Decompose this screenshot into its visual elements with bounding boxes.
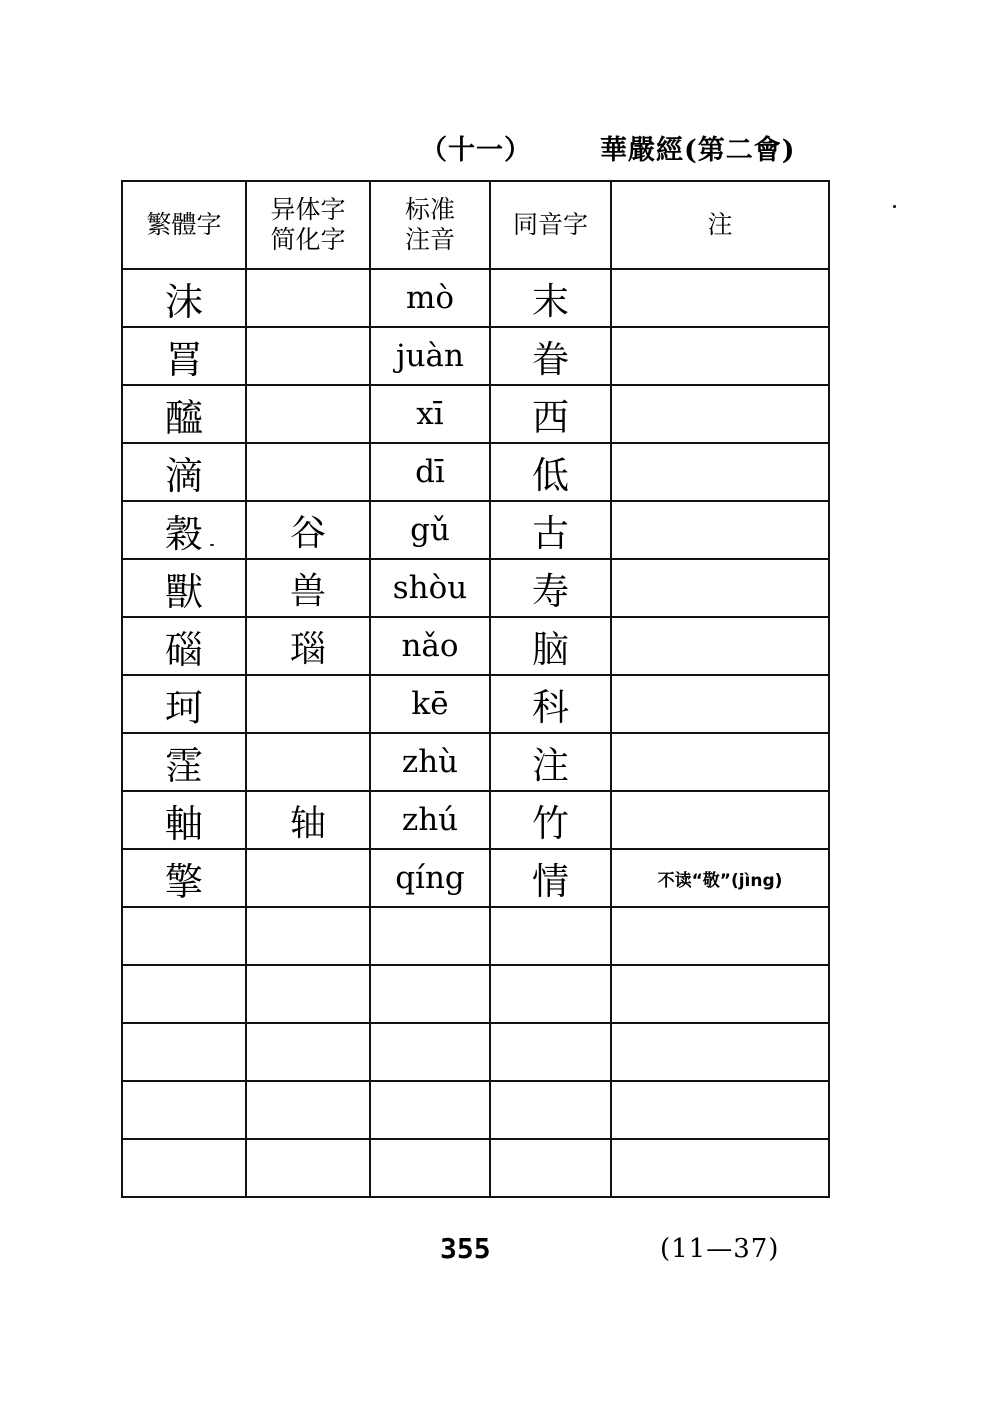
col-header-note [611,181,829,269]
pinyin-cell: nǎo [370,617,490,675]
traditional-char-cell: 獸 [122,559,246,617]
note-cell [611,1023,829,1081]
col-header-standard-pronunciation [370,181,490,269]
pinyin-cell: mò [370,269,490,327]
simplified-char-cell [246,269,370,327]
table-row [122,849,829,907]
homophone-char-cell: 脑 [490,617,611,675]
table-row [122,1023,829,1081]
col-header-label: 异体字 简化字 [270,195,346,254]
sutra-title: 華嚴經(第二會) [600,135,796,166]
traditional-char-cell [122,1139,246,1197]
table-row [122,1081,829,1139]
simplified-char-cell [246,1081,370,1139]
traditional-char-cell: 軸 [122,791,246,849]
note-cell [611,327,829,385]
simplified-char-cell [246,849,370,907]
note-cell [611,269,829,327]
homophone-char-cell: 情 [490,849,611,907]
traditional-char-cell: 罥 [122,327,246,385]
traditional-char-cell: 沫 [122,269,246,327]
simplified-char-cell [246,965,370,1023]
traditional-char-cell [122,1023,246,1081]
simplified-char-cell [246,907,370,965]
pinyin-cell [370,1139,490,1197]
traditional-char-cell: 擎 [122,849,246,907]
simplified-char-cell: 兽 [246,559,370,617]
table-row [122,675,829,733]
scan-speck [893,205,896,208]
pinyin-cell [370,907,490,965]
col-header-variant-simplified [246,181,370,269]
simplified-char-cell [246,1023,370,1081]
table-row [122,327,829,385]
simplified-char-cell [246,385,370,443]
table-row [122,791,829,849]
homophone-char-cell [490,965,611,1023]
simplified-char-cell [246,675,370,733]
pinyin-cell: dī [370,443,490,501]
traditional-char-cell: 穀 [122,501,246,559]
note-cell [611,501,829,559]
pinyin-cell: shòu [370,559,490,617]
table-row [122,559,829,617]
traditional-char-cell [122,965,246,1023]
pinyin-cell: qíng [370,849,490,907]
character-table [121,180,830,1198]
col-header-label: 注 [707,210,733,239]
homophone-char-cell: 注 [490,733,611,791]
table-header-row [122,181,829,269]
pinyin-cell: zhù [370,733,490,791]
homophone-char-cell: 末 [490,269,611,327]
table-row [122,269,829,327]
traditional-char-cell: 滴 [122,443,246,501]
table-row [122,385,829,443]
note-cell [611,443,829,501]
homophone-char-cell: 寿 [490,559,611,617]
simplified-char-cell: 轴 [246,791,370,849]
simplified-char-cell [246,1139,370,1197]
page-code: (11—37) [660,1234,780,1264]
pinyin-cell: kē [370,675,490,733]
homophone-char-cell: 科 [490,675,611,733]
note-cell [611,1081,829,1139]
note-cell [611,791,829,849]
pinyin-cell: xī [370,385,490,443]
homophone-char-cell [490,1139,611,1197]
note-cell [611,385,829,443]
homophone-char-cell: 古 [490,501,611,559]
pinyin-cell: gǔ [370,501,490,559]
note-cell [611,675,829,733]
homophone-char-cell [490,1023,611,1081]
traditional-char-cell: 珂 [122,675,246,733]
pinyin-cell [370,1081,490,1139]
section-number: （十一） [420,135,532,166]
simplified-char-cell: 瑙 [246,617,370,675]
table-row [122,443,829,501]
homophone-char-cell: 眷 [490,327,611,385]
scan-speck [210,544,214,546]
traditional-char-cell: 醯 [122,385,246,443]
table-row [122,1139,829,1197]
note-cell [611,733,829,791]
simplified-char-cell [246,327,370,385]
pinyin-cell: zhú [370,791,490,849]
note-cell [611,1139,829,1197]
pinyin-cell [370,1023,490,1081]
col-header-label: 繁體字 [146,210,222,239]
note-cell [611,559,829,617]
simplified-char-cell [246,443,370,501]
pinyin-cell: juàn [370,327,490,385]
homophone-char-cell: 西 [490,385,611,443]
traditional-char-cell: 霔 [122,733,246,791]
page-number: 355 [440,1232,491,1265]
traditional-char-cell [122,907,246,965]
homophone-char-cell: 低 [490,443,611,501]
note-cell [611,965,829,1023]
traditional-char-cell [122,1081,246,1139]
note-cell [611,617,829,675]
pinyin-cell [370,965,490,1023]
simplified-char-cell [246,733,370,791]
homophone-char-cell [490,907,611,965]
table-row [122,501,829,559]
table-row [122,907,829,965]
note-cell [611,907,829,965]
table-row [122,965,829,1023]
table-row [122,617,829,675]
col-header-traditional [122,181,246,269]
homophone-char-cell: 竹 [490,791,611,849]
page-header [420,128,840,168]
homophone-char-cell [490,1081,611,1139]
table-row [122,733,829,791]
col-header-label: 同音字 [512,210,588,239]
col-header-homophone [490,181,611,269]
note-cell: 不读“敬”(jìng) [611,849,829,907]
col-header-label: 标准 注音 [404,195,455,254]
traditional-char-cell: 碯 [122,617,246,675]
simplified-char-cell: 谷 [246,501,370,559]
